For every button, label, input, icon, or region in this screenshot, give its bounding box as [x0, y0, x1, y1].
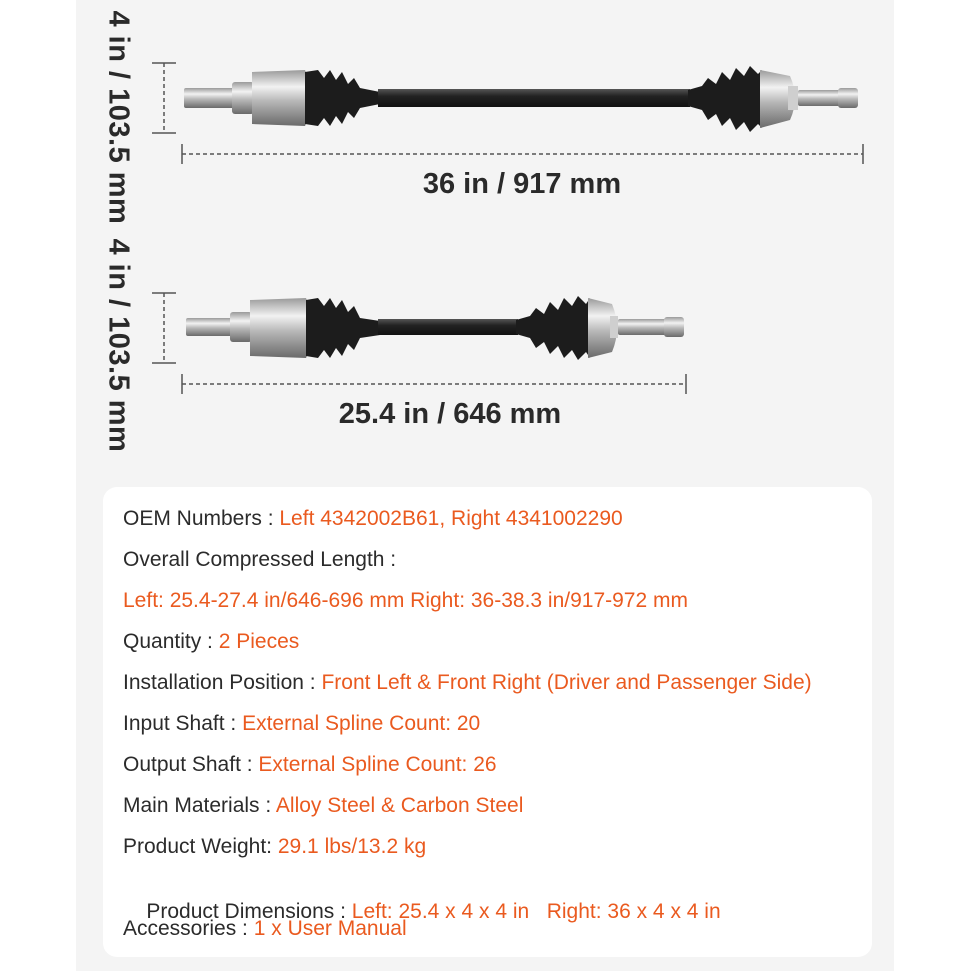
spec-value: Left 4342002B61, Right 4341002290 [279, 507, 623, 530]
spec-value: Left: 25.4 x 4 x 4 in Right: 36 x 4 x 4 in [351, 900, 721, 923]
specs-card [103, 487, 872, 957]
long-shaft-length-label: 36 in / 917 mm [422, 168, 622, 200]
short-shaft-height-label: 4 in / 103.5 mm [102, 238, 135, 453]
spec-row-length [123, 548, 396, 572]
spec-label: Product Weight: [123, 835, 278, 858]
long-shaft [152, 63, 863, 164]
spec-row-input-shaft [123, 712, 480, 736]
spec-value: External Spline Count: 20 [242, 712, 481, 735]
spec-value: Front Left & Front Right (Driver and Passenger Side) [321, 671, 812, 694]
spec-value: External Spline Count: 26 [258, 753, 497, 776]
spec-label: Quantity : [123, 630, 219, 653]
spec-row-length-values [123, 589, 688, 613]
spec-value: Left: 25.4-27.4 in/646-696 mm Right: 36-38.3 in/917-972 mm [123, 589, 688, 612]
spec-label: Accessories : [123, 917, 254, 940]
spec-value: Alloy Steel & Carbon Steel [275, 794, 524, 817]
long-shaft-height-label: 4 in / 103.5 mm [102, 10, 135, 225]
spec-row-materials [123, 794, 523, 818]
spec-row-output-shaft [123, 753, 497, 777]
spec-row-installation [123, 671, 812, 695]
spec-value: 2 Pieces [218, 630, 300, 653]
short-shaft-length-label: 25.4 in / 646 mm [338, 398, 562, 430]
spec-label: Product Dimensions : [146, 900, 352, 923]
spec-row-oem [123, 507, 623, 531]
spec-label: OEM Numbers : [123, 507, 280, 530]
spec-row-weight [123, 835, 426, 859]
spec-row-quantity [123, 630, 299, 654]
spec-row-accessories [123, 917, 407, 941]
spec-value: 29.1 lbs/13.2 kg [277, 835, 427, 858]
spec-label: Overall Compressed Length : [123, 548, 397, 571]
spec-label: Main Materials : [123, 794, 276, 817]
spec-label: Installation Position : [123, 671, 322, 694]
short-shaft [152, 293, 686, 394]
spec-label: Output Shaft : [123, 753, 259, 776]
spec-label: Input Shaft : [123, 712, 243, 735]
spec-value: 1 x User Manual [253, 917, 407, 940]
